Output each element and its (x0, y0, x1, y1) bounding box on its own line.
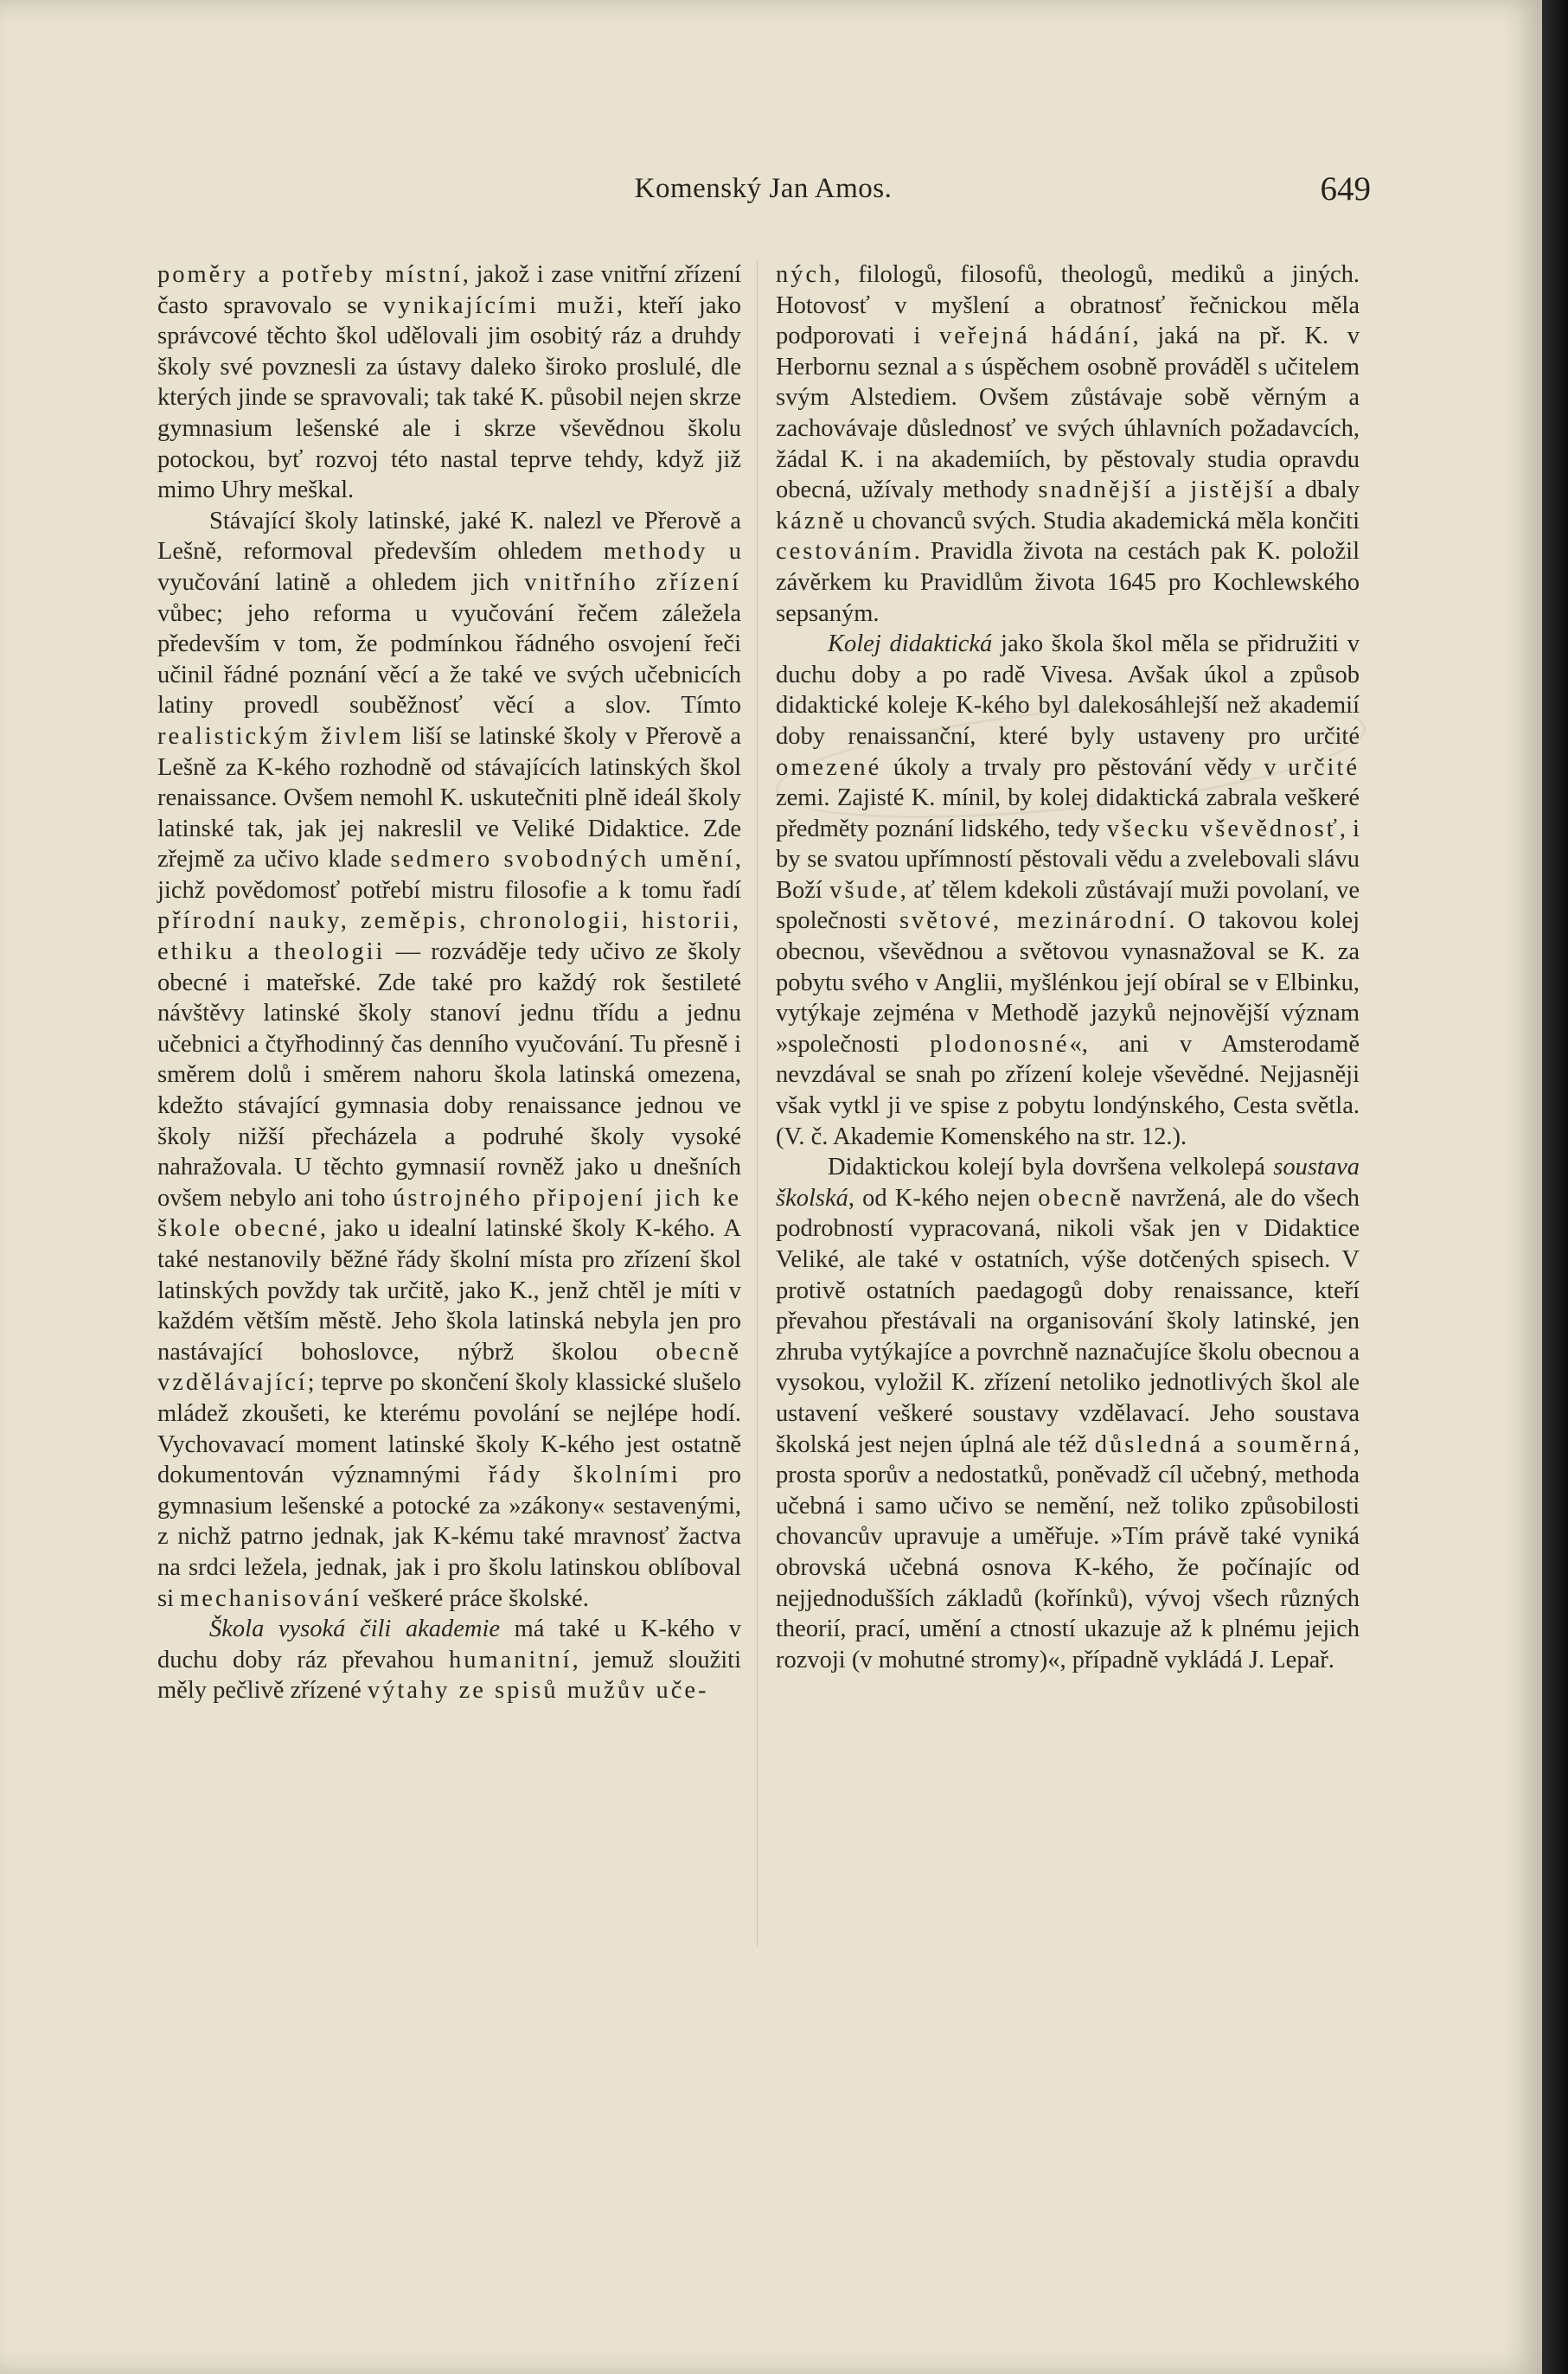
spaced-emphasis: světové, mezinárodní (899, 907, 1169, 935)
right-column (776, 259, 1360, 2249)
spaced-emphasis: realistickým živlem (157, 722, 404, 750)
text-run: a dbaly (1275, 477, 1360, 504)
italic-heading: Škola vysoká čili akademie (209, 1616, 501, 1643)
text-run: , od K-kého nejen (848, 1184, 1039, 1212)
left-column (157, 259, 741, 2249)
text-run: Didaktickou kolejí byla dovršena velkolepá (828, 1154, 1274, 1181)
text-run: ; teprve po skončení školy klassické slušelo mládež zkoušeti, ke kterému povolání se nejlépe hodí. Vychovavací moment latinské školy K-kého jest ostatně dokumentován významnými (157, 1369, 741, 1489)
page-edge (1542, 0, 1568, 2374)
text-run: , prosta sporův a nedostatků, poněvadž cíl učebný, methoda učebná i samo učivo se nemění, než toliko způsobilosti chovancův upravuje a uměřuje. »Tím právě také vyniká obrovská učebná osnova K-kého, že počínajíc od nejjednodušších základů (kořínků), vývoj všech různých theorií, prací, umění a ctností ukazuje až k plnému jejich rozvoji (v mohutné stromy)«, případně vykládá J. Lepař. (776, 1430, 1360, 1673)
text-run: zemi. Zajisté K. mínil, by kolej didaktická zabrala veškeré předměty poznání lidského, tedy (776, 784, 1360, 842)
spaced-emphasis: vynikajícími muži (382, 291, 617, 319)
spaced-emphasis: cestováním (776, 538, 914, 566)
text-run: jako škola škol měla se přidružiti v duchu doby a po radě Vivesa. Avšak úkol a způsob didaktické koleje K-kého byl dalekosáhlejší než akademií doby renaissanční, které byly ustaveny pro určité (776, 630, 1360, 750)
text-run: . Pravidla života na cestách pak K. položil závěrkem ku Pravidlům života 1645 pro Kochlewského sepsaným. (776, 538, 1360, 627)
spaced-emphasis: výtahy ze spisů mužův uče- (367, 1677, 709, 1705)
spaced-emphasis: humanitní (448, 1646, 573, 1673)
paragraph (157, 259, 741, 506)
text-run: , jako u idealní latinské školy K-kého. A také nestanovily běžné řády školní místa pro zřízení škol latinských povždy tak určitě, jako K., jenž chtěl je míti v každém větším městě. Jeho škola latinská nebyla jen pro nastávající bohoslovce, nýbrž školou (157, 1215, 741, 1366)
text-run: u vyučování latině a ohledem jich (157, 538, 742, 596)
paragraph (157, 506, 741, 1614)
spaced-emphasis: všude (829, 876, 900, 904)
spaced-emphasis: methody (603, 538, 708, 566)
spaced-emphasis: kázně (776, 507, 847, 534)
spaced-emphasis: řády školními (488, 1462, 681, 1489)
text-run: , ať tělem kdekoli zůstávají muži povolaní, ve společnosti (776, 876, 1360, 935)
spaced-emphasis: veřejná hádání (938, 323, 1133, 350)
text-run: , jemuž sloužiti měly pečlivě zřízené (157, 1646, 741, 1705)
spaced-emphasis: určité (1288, 753, 1360, 781)
text-run: vůbec; jeho reforma u vyučování řečem záležela především v tom, že podmínkou řádného osvojení řeči učinil řádné poznání věcí a že také ve svých učebnicích latiny provedl souběžnosť věcí a slov. Tímto (157, 599, 741, 720)
text-run: navržená, ale do všech podrobností vypracovaná, nikoli však jen v Didaktice Veliké, ale také v ostatních, výše dotčených spisech. V protivě ostatních paedagogů doby renaissance, kteří převahou přestávali na organisování školy latinské, jen zhruba vytýkajíce a povrchně naznačujíce školu obecnou a vysokou, vyložil K. zřízení netoliko jednotlivých škol ale ustavení veškeré soustavy vzdělavací. Jeho soustava školská jest nejen úplná ale též (776, 1184, 1360, 1458)
spaced-emphasis: obecně (1038, 1184, 1123, 1212)
text-run: Stávající školy latinské, jaké K. nalezl ve Přerově a Lešně, reformoval především ohledem (157, 507, 741, 566)
text-run: «, ani v Amsterodamě nevzdával se snah po zřízení koleje vševědné. Nejjasněji však vytkl ji ve spise z pobytu londýnského, Cesta světla. (V. č. Akademie Komenského na str. 12.). (776, 1030, 1360, 1150)
italic-heading: Kolej didaktická (828, 630, 993, 658)
text-run: , i by se svatou upřímností pěstovali vědu a zvelebovali slávu Boží (776, 815, 1360, 904)
spaced-emphasis: plodonosné (930, 1030, 1070, 1058)
spaced-emphasis: ných (776, 261, 835, 288)
text-run: úkoly a trvaly pro pěstování vědy v (881, 753, 1289, 781)
page-header (156, 170, 1371, 218)
text-run: , filologů, filosofů, theologů, mediků a jiných. Hotovosť v myšlení a obratnosť řečnickou měla podporovati i (776, 261, 1360, 350)
text-run: pro gymnasium lešenské a potocké za »zákony« sestavenými, z nichž patrno jednak, jak K-kému také mravnosť žactva na srdci ležela, jednak, jak i pro školu latinskou oblíboval si (157, 1462, 741, 1612)
spaced-emphasis: všecku vševědnosť (1106, 815, 1340, 842)
spaced-emphasis: omezené (776, 753, 882, 781)
spaced-emphasis: obecně vzdělávající (157, 1338, 741, 1397)
italic-heading: soustava školská (776, 1154, 1360, 1212)
text-run: , jakož i zase vnitřní zřízení často spravovalo se (157, 261, 742, 319)
spaced-emphasis: sedmero svobodných umění (390, 846, 735, 873)
text-run: . O takovou kolej obecnou, vševědnou a světovou vynasnažoval se K. za pobytu svého v Anglii, myšlénkou její obíral se v Elbinku, vytýkaje zejména v Methodě jazyků nejnovější význam »společnosti (776, 907, 1360, 1058)
column-gutter (757, 259, 758, 1946)
paragraph (157, 1614, 741, 1706)
spaced-emphasis: důsledná a souměrná (1094, 1430, 1354, 1458)
text-run: má také u K-kého v duchu doby ráz převahou (157, 1616, 741, 1673)
text-run: , kteří jako správcové těchto škol udělovali jim osobitý ráz a druhdy školy své povznesli za ústavy daleko široko proslulé, dle kterých jinde se spravovali; tak také K. působil nejen skrze gymnasium lešenské ale i skrze vševědnou školu potockou, byť rozvoj této nastal teprve tehdy, když již mimo Uhry meškal. (157, 291, 742, 504)
spaced-emphasis: snadnější a jistější (1038, 477, 1276, 504)
paragraph (776, 629, 1360, 1152)
spaced-emphasis: poměry a potřeby místní (157, 261, 463, 288)
text-run: veškeré práce školské. (362, 1584, 589, 1612)
text-run: — rozváděje tedy učivo ze školy obecné i mateřské. Zde také pro každý rok šestileté návštěvy latinské školy stanoví jednu třídu a jednu učebnici a čtyřhodinný čas denního vyučování. Tu přesně i směrem dolů i směrem nahoru škola latinská omezena, kdežto stávající gymnasia doby renaissance jednou ve školy nižší přecházela a podruhé školy vysoké nahražovala. U těchto gymnasií rovněž jako u dnešních ovšem nebylo ani toho (157, 938, 741, 1212)
page-number: 649 (1320, 170, 1371, 208)
spaced-emphasis: mechanisování (180, 1584, 362, 1612)
paragraph (776, 1152, 1360, 1675)
spaced-emphasis: přírodní nauky, zeměpis, chronologii, historii, ethiku a theologii (157, 907, 741, 966)
text-run: u chovanců svých. Studia akademická měla končiti (846, 507, 1360, 534)
text-run: , jaká na př. K. v Herbornu seznal a s úspěchem osobně prováděl s učitelem svým Alstediem. Ovšem zůstávaje sobě věrným a zachovávaje důslednosť ve svých úhlavních požadavcích, žádal K. i na akademiích, by pěstovaly studia opravdu obecná, užívaly methody (776, 323, 1360, 504)
text-run: liší se latinské školy v Přerově a Lešně za K-kého rozhodně od stávajících latinských škol renaissance. Ovšem nemohl K. uskutečniti plně ideál školy latinské tak, jak jej nakreslil ve Veliké Didaktice. Zde zřejmě za učivo klade (157, 722, 741, 873)
spaced-emphasis: vnitřního zřízení (524, 568, 741, 596)
running-title: Komenský Jan Amos. (634, 173, 893, 204)
text-run: , jichž povědomosť potřebí mistru filosofie a k tomu řadí (157, 846, 741, 904)
spaced-emphasis: ústrojného připojení jich ke škole obecné (157, 1184, 741, 1243)
paragraph (776, 259, 1360, 629)
